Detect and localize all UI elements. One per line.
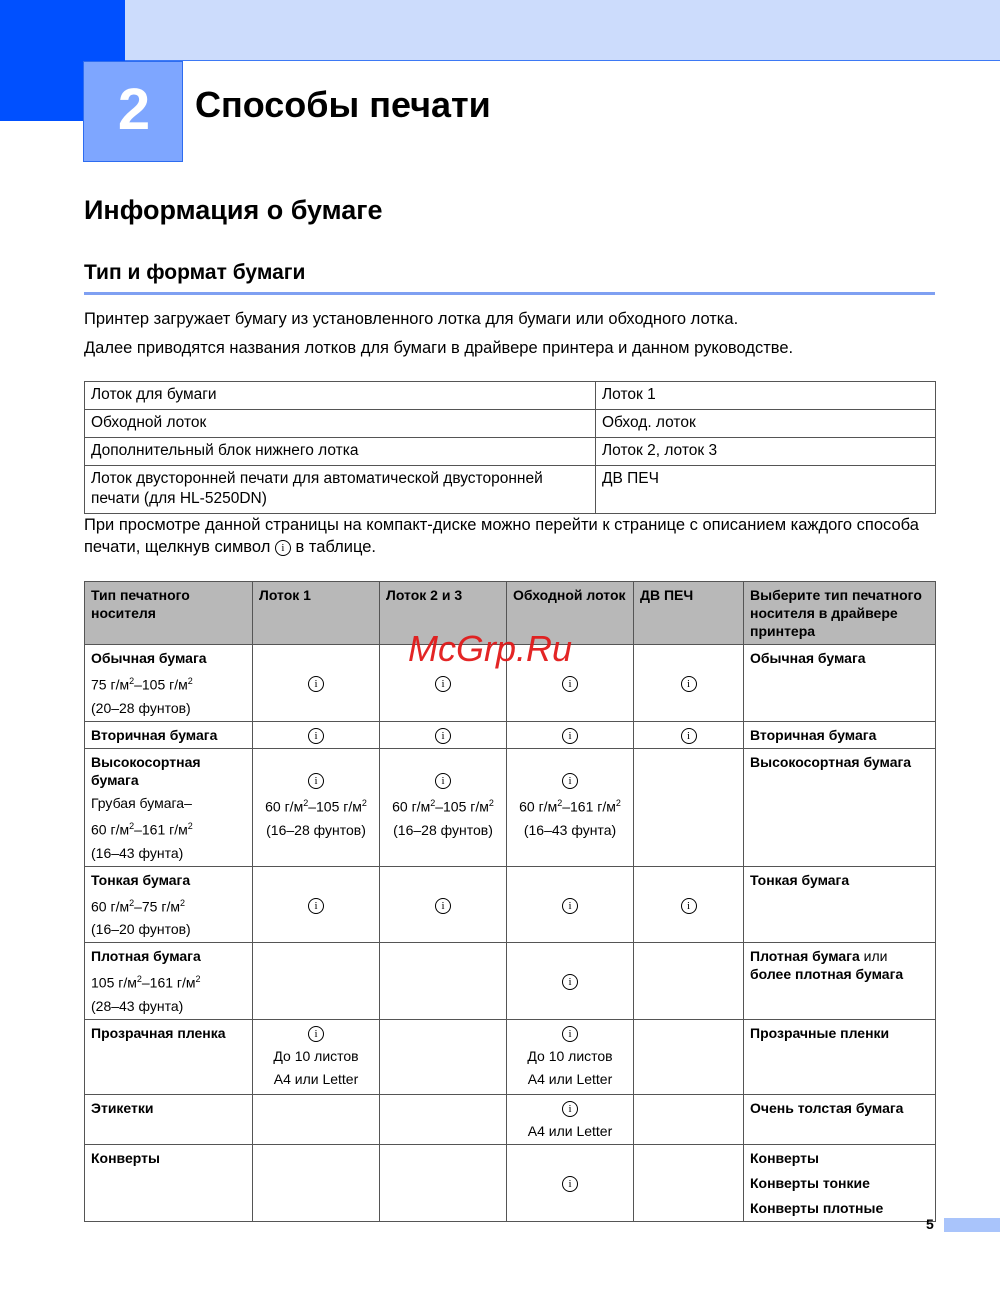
media-spec: (20–28 фунтов) [91, 699, 191, 716]
tray-cell-bypass [507, 1019, 634, 1094]
tray-cell-tray1 [253, 866, 380, 943]
section-title: Информация о бумаге [84, 195, 383, 225]
tray-driver-name: Обход. лоток [596, 410, 936, 438]
driver-type-name: Высокосортная бумага [750, 753, 912, 770]
tray-name: Лоток для бумаги [85, 382, 596, 410]
media-spec: Грубая бумага– [91, 794, 192, 811]
info-icon[interactable]: i [681, 728, 697, 744]
tray-cell-tray23 [380, 866, 507, 943]
table-row [85, 438, 936, 466]
info-icon[interactable]: i [681, 676, 697, 692]
media-type-name: Высокосортная бумага [91, 753, 201, 788]
tray-cell-duplex [634, 1145, 744, 1222]
media-type-cell [85, 645, 253, 722]
tray-cell-tray1 [253, 645, 380, 722]
icon-wrap [640, 674, 737, 692]
driver-type-cell [744, 1094, 936, 1144]
tray-cell-bypass [507, 1094, 634, 1144]
tray-cell-duplex [634, 1094, 744, 1144]
icon-wrap [513, 1024, 627, 1042]
column-header: Обходной лоток [507, 582, 634, 645]
driver-type-cell [744, 645, 936, 722]
table-row [85, 382, 936, 410]
icon-wrap [513, 726, 627, 744]
watermark: McGrp.Ru [408, 628, 573, 669]
tray-driver-name: Лоток 2, лоток 3 [596, 438, 936, 466]
tray-driver-name: Лоток 1 [596, 382, 936, 410]
driver-type-name: Прозрачные пленки [750, 1024, 890, 1041]
tray-cell-tray23 [380, 943, 507, 1020]
chapter-title: Способы печати [195, 84, 491, 125]
media-type-name: Обычная бумага [91, 650, 207, 666]
table-row [85, 1145, 936, 1222]
media-type-cell [85, 943, 253, 1020]
media-spec: 105 $г/м^2-161$ $г/м^2$ [91, 974, 201, 991]
media-type-name: Этикетки [91, 1099, 154, 1116]
driver-type-cell [744, 1019, 936, 1094]
table-row [85, 410, 936, 438]
media-type-cell [85, 1094, 253, 1144]
tray-cell-bypass [507, 1145, 634, 1222]
tray-cell-duplex [634, 748, 744, 866]
tray-cell-duplex [634, 721, 744, 748]
cd-note-text: При просмотре данной страницы на компакт-диске можно перейти к странице с описанием каждого способа печати, щелкнув символ [84, 516, 919, 556]
table-row [85, 721, 936, 748]
tray-cell-tray23 [380, 1019, 507, 1094]
tray-note: До 10 листов [273, 1048, 359, 1065]
info-icon[interactable]: i [562, 974, 578, 990]
tray-name: Лоток двусторонней печати для автоматической двусторонней печати (для HL-5250DN) [85, 466, 596, 514]
tray-cell-tray1 [253, 943, 380, 1020]
info-icon[interactable]: i [562, 728, 578, 744]
info-icon[interactable]: i [435, 898, 451, 914]
column-header: Лоток 1 [253, 582, 380, 645]
tray-cell-tray23 [380, 1145, 507, 1222]
column-header: Выберите тип печатного носителя в драйвере принтера [744, 582, 936, 645]
info-icon[interactable]: i [435, 676, 451, 692]
tray-cell-duplex [634, 1019, 744, 1094]
info-icon[interactable]: i [435, 773, 451, 789]
tray-cell-bypass [507, 721, 634, 748]
icon-wrap [513, 674, 627, 692]
media-type-name: Тонкая бумага [91, 871, 191, 888]
driver-type-cell [744, 748, 936, 866]
icon-wrap [386, 726, 500, 744]
icon-wrap [640, 895, 737, 913]
media-spec: 75 $г/м^2-105$ $г/м^2$ [91, 676, 193, 693]
icon-wrap [259, 771, 373, 789]
subsection-rule [84, 292, 935, 295]
column-header: ДВ ПЕЧ [634, 582, 744, 645]
info-icon[interactable]: i [562, 1176, 578, 1192]
icon-wrap [386, 674, 500, 692]
table-row [85, 748, 936, 866]
media-type-cell [85, 721, 253, 748]
media-spec: 60 $г/м^2-75$ $г/м^2$ [91, 897, 185, 915]
icon-wrap [259, 726, 373, 744]
media-type-name: Конверты [91, 1150, 160, 1167]
icon-wrap [259, 1024, 373, 1042]
icon-wrap [513, 1099, 627, 1117]
driver-type-name: Конверты [750, 1150, 819, 1167]
icon-wrap [513, 771, 627, 789]
driver-type-name: Конверты плотные [750, 1200, 884, 1217]
media-type-table [84, 581, 936, 1222]
icon-wrap [386, 895, 500, 913]
driver-type-name: Тонкая бумага [750, 871, 850, 888]
media-type-cell [85, 866, 253, 943]
column-header: Тип печатного носителя [85, 582, 253, 645]
tray-cell-bypass [507, 943, 634, 1020]
tray-note: A4 или Letter [527, 1123, 613, 1140]
tray-note: A4 или Letter [273, 1071, 359, 1088]
tray-cell-bypass [507, 748, 634, 866]
table-row [85, 943, 936, 1020]
info-icon[interactable]: i [308, 676, 324, 692]
info-icon[interactable]: i [562, 1101, 578, 1117]
driver-type-name: Обычная бумага [750, 650, 866, 666]
icon-wrap [386, 771, 500, 789]
driver-type-cell [744, 721, 936, 748]
tray-note: A4 или Letter [527, 1071, 613, 1088]
icon-wrap [513, 895, 627, 913]
tray-note: (16–28 фунтов) [266, 821, 366, 838]
info-icon[interactable]: i [308, 773, 324, 789]
subsection-title: Тип и формат бумаги [84, 261, 306, 284]
tray-cell-tray1 [253, 1145, 380, 1222]
tray-cell-duplex [634, 943, 744, 1020]
driver-type-cell: Плотная бумага или более плотная бумага [744, 943, 936, 1020]
chapter-band-light [125, 0, 1000, 61]
icon-wrap [513, 972, 627, 990]
driver-type-cell [744, 1145, 936, 1222]
table-row [85, 1019, 936, 1094]
tray-cell-duplex [634, 866, 744, 943]
tray-cell-tray23 [380, 721, 507, 748]
tray-note: 60 $г/м^2-105$ $г/м^2$ [265, 798, 367, 815]
tray-driver-name: ДВ ПЕЧ [596, 466, 936, 514]
driver-type-name: Вторичная бумага [750, 726, 877, 743]
tray-note: 60 $г/м^2-161$ $г/м^2$ [519, 798, 621, 815]
media-type-cell [85, 1145, 253, 1222]
tray-note: 60 $г/м^2-105$ $г/м^2$ [392, 798, 494, 815]
driver-type-name: Плотная бумага или [750, 948, 888, 965]
tray-cell-tray1 [253, 1094, 380, 1144]
tray-cell-tray1 [253, 721, 380, 748]
tray-cell-tray1 [253, 1019, 380, 1094]
table-row [85, 466, 936, 514]
tray-name: Обходной лоток [85, 410, 596, 438]
icon-wrap [513, 1174, 627, 1192]
tray-note: (16–43 фунта) [523, 821, 617, 838]
info-icon[interactable]: i [562, 676, 578, 692]
paragraph: Принтер загружает бумагу из установленного лотка для бумаги или обходного лотка. [84, 310, 739, 328]
media-spec: (16–20 фунтов) [91, 921, 191, 938]
media-type-cell [85, 1019, 253, 1094]
driver-type-name: Конверты тонкие [750, 1175, 870, 1192]
tray-cell-tray23 [380, 748, 507, 866]
chapter-number: 2 [117, 77, 151, 142]
info-icon[interactable]: i [562, 898, 578, 914]
tray-cell-tray23 [380, 1094, 507, 1144]
media-type-name: Вторичная бумага [91, 726, 218, 743]
media-type-name: Плотная бумага [91, 948, 201, 965]
media-spec: (16–43 фунта) [91, 844, 184, 861]
icon-wrap [640, 726, 737, 744]
tray-cell-duplex [634, 645, 744, 722]
media-spec: (28–43 фунта) [91, 997, 184, 1014]
info-icon[interactable]: i [308, 898, 324, 914]
driver-type-cell [744, 866, 936, 943]
page-number: 5 [926, 1216, 934, 1232]
cd-note-text-end: в таблице. [295, 538, 376, 556]
driver-type-name: Очень толстая бумага [750, 1099, 904, 1116]
tray-note: (16–28 фунтов) [393, 821, 493, 838]
table-row [85, 866, 936, 943]
paragraph: Далее приводятся названия лотков для бумаги в драйвере принтера и данном руководстве. [84, 339, 794, 357]
column-header: Лоток 2 и 3 [380, 582, 507, 645]
page-number-bar [944, 1218, 1000, 1232]
tray-names-table [84, 381, 936, 514]
info-icon: i [275, 540, 291, 556]
info-icon[interactable]: i [562, 1026, 578, 1042]
cd-note [84, 514, 944, 558]
tray-cell-bypass [507, 866, 634, 943]
info-icon[interactable]: i [308, 1026, 324, 1042]
media-type-name: Прозрачная пленка [91, 1024, 226, 1041]
icon-wrap [259, 895, 373, 913]
icon-wrap [259, 674, 373, 692]
info-icon[interactable]: i [562, 773, 578, 789]
tray-cell-tray1 [253, 748, 380, 866]
media-type-cell [85, 748, 253, 866]
info-icon[interactable]: i [681, 898, 697, 914]
media-spec: 60 $г/м^2-161$ $г/м^2$ [91, 820, 193, 838]
info-icon[interactable]: i [308, 728, 324, 744]
info-icon[interactable]: i [435, 728, 451, 744]
chapter-number-box [83, 61, 183, 162]
tray-note: До 10 листов [527, 1048, 613, 1065]
table-row [85, 1094, 936, 1144]
tray-name: Дополнительный блок нижнего лотка [85, 438, 596, 466]
